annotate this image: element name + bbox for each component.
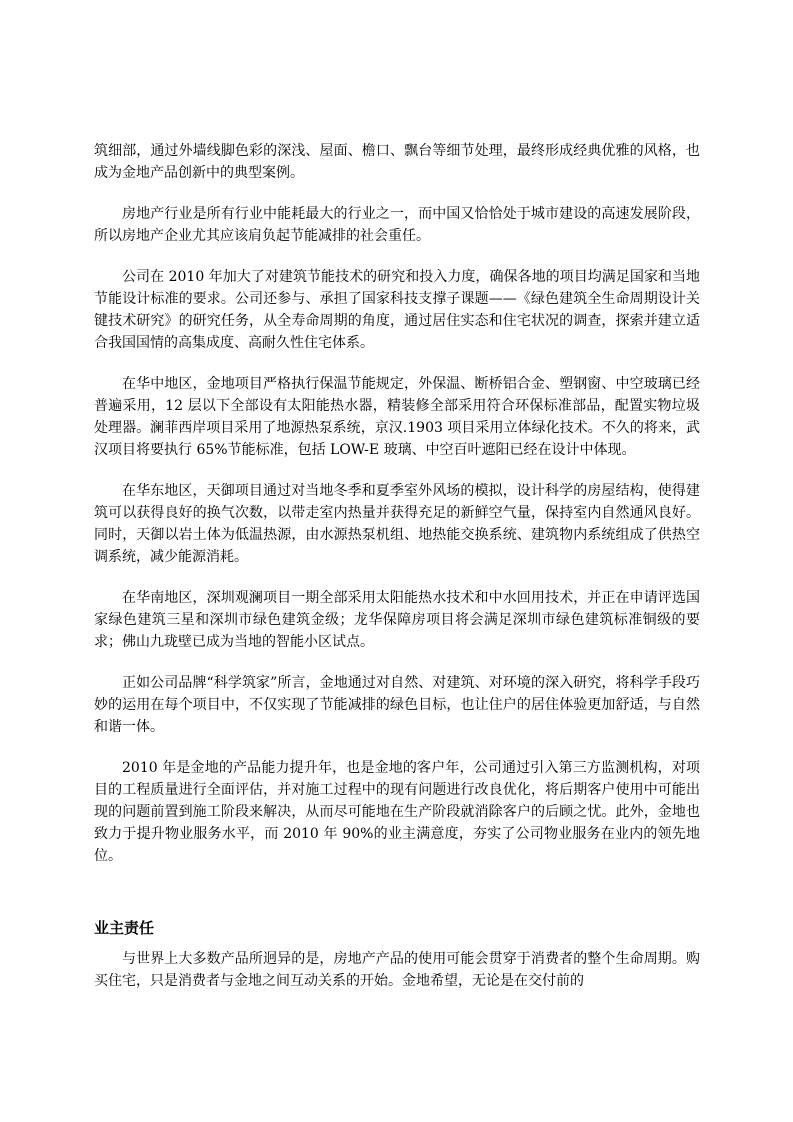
paragraph-south-china: 在华南地区，深圳观澜项目一期全部采用太阳能热水技术和中水回用技术，并正在申请评选国家绿色建筑三星和深圳市绿色建筑金级；龙华保障房项目将会满足深圳市绿色建筑标准铜级的要求；佛山九珑壁已成为当地的智能小区试点。 (94, 590, 700, 650)
paragraph-industry-energy: 房地产行业是所有行业中能耗最大的行业之一，而中国又恰恰处于城市建设的高速发展阶段，所以房地产企业尤其应该肩负起节能减排的社会重任。 (94, 206, 700, 244)
section-heading: 业主责任 (94, 919, 155, 937)
paragraph-customer-year: 2010 年是金地的产品能力提升年，也是金地的客户年，公司通过引入第三方监测机构，对项目的工程质量进行全面评估，并对施工过程中的现有问题进行改良优化，将后期客户使用中可能出现的问题前置到施工阶段来解决，从而尽可能地在生产阶段就消除客户的后顾之忧。此外，金地也致力于提升物业服务水平，而 2010 年 90%的业主满意度，夯实了公司物业服务在业内的领先地位。 (94, 760, 700, 864)
paragraph-2010-research: 公司在 2010 年加大了对建筑节能技术的研究和投入力度，确保各地的项目均满足国家和当地节能设计标准的要求。公司还参与、承担了国家科技支撑子课题——《绿色建筑全生命周期设计关键技术研究》的研究任务，从全寿命周期的角度，通过居住实态和住宅状况的调查，探索并建立适合我国国情的高集成度、高耐久性住宅体系。 (94, 269, 700, 351)
paragraph-east-china: 在华东地区，天御项目通过对当地冬季和夏季室外风场的模拟，设计科学的房屋结构，使得建筑可以获得良好的换气次数，以带走室内热量并获得充足的新鲜空气量，保持室内自然通风良好。同时，天御以岩土体为低温热源，由水源热泵机组、地热能交换系统、建筑物内系统组成了供热空调系统，减少能源消耗。 (94, 483, 700, 565)
section-paragraph: 与世界上大多数产品所迥异的是，房地产产品的使用可能会贯穿于消费者的整个生命周期。购买住宅，只是消费者与金地之间互动关系的开始。金地希望，无论是在交付前的 (94, 951, 700, 989)
paragraph-brand: 正如公司品牌“科学筑家”所言，金地通过对自然、对建筑、对环境的深入研究，将科学手段巧妙的运用在每个项目中，不仅实现了节能减排的绿色目标，也让住户的居住体验更加舒适，与自然和谐一体。 (94, 675, 700, 735)
document-page (94, 140, 700, 992)
paragraph-continuation: 筑细部，通过外墙线脚色彩的深浅、屋面、檐口、飘台等细节处理，最终形成经典优雅的风格，也成为金地产品创新中的典型案例。 (94, 143, 700, 181)
paragraph-central-china: 在华中地区，金地项目严格执行保温节能规定，外保温、断桥铝合金、塑钢窗、中空玻璃已经普遍采用，12 层以下全部设有太阳能热水器，精装修全部采用符合环保标准部品，配置实物垃圾处理器。澜菲西岸项目采用了地源热泵系统，京汉.1903 项目采用立体绿化技术。不久的将来，武汉项目将要执行 65%节能标准，包括 LOW-E 玻璃、中空百叶遮阳已经在设计中体现。 (94, 376, 700, 458)
